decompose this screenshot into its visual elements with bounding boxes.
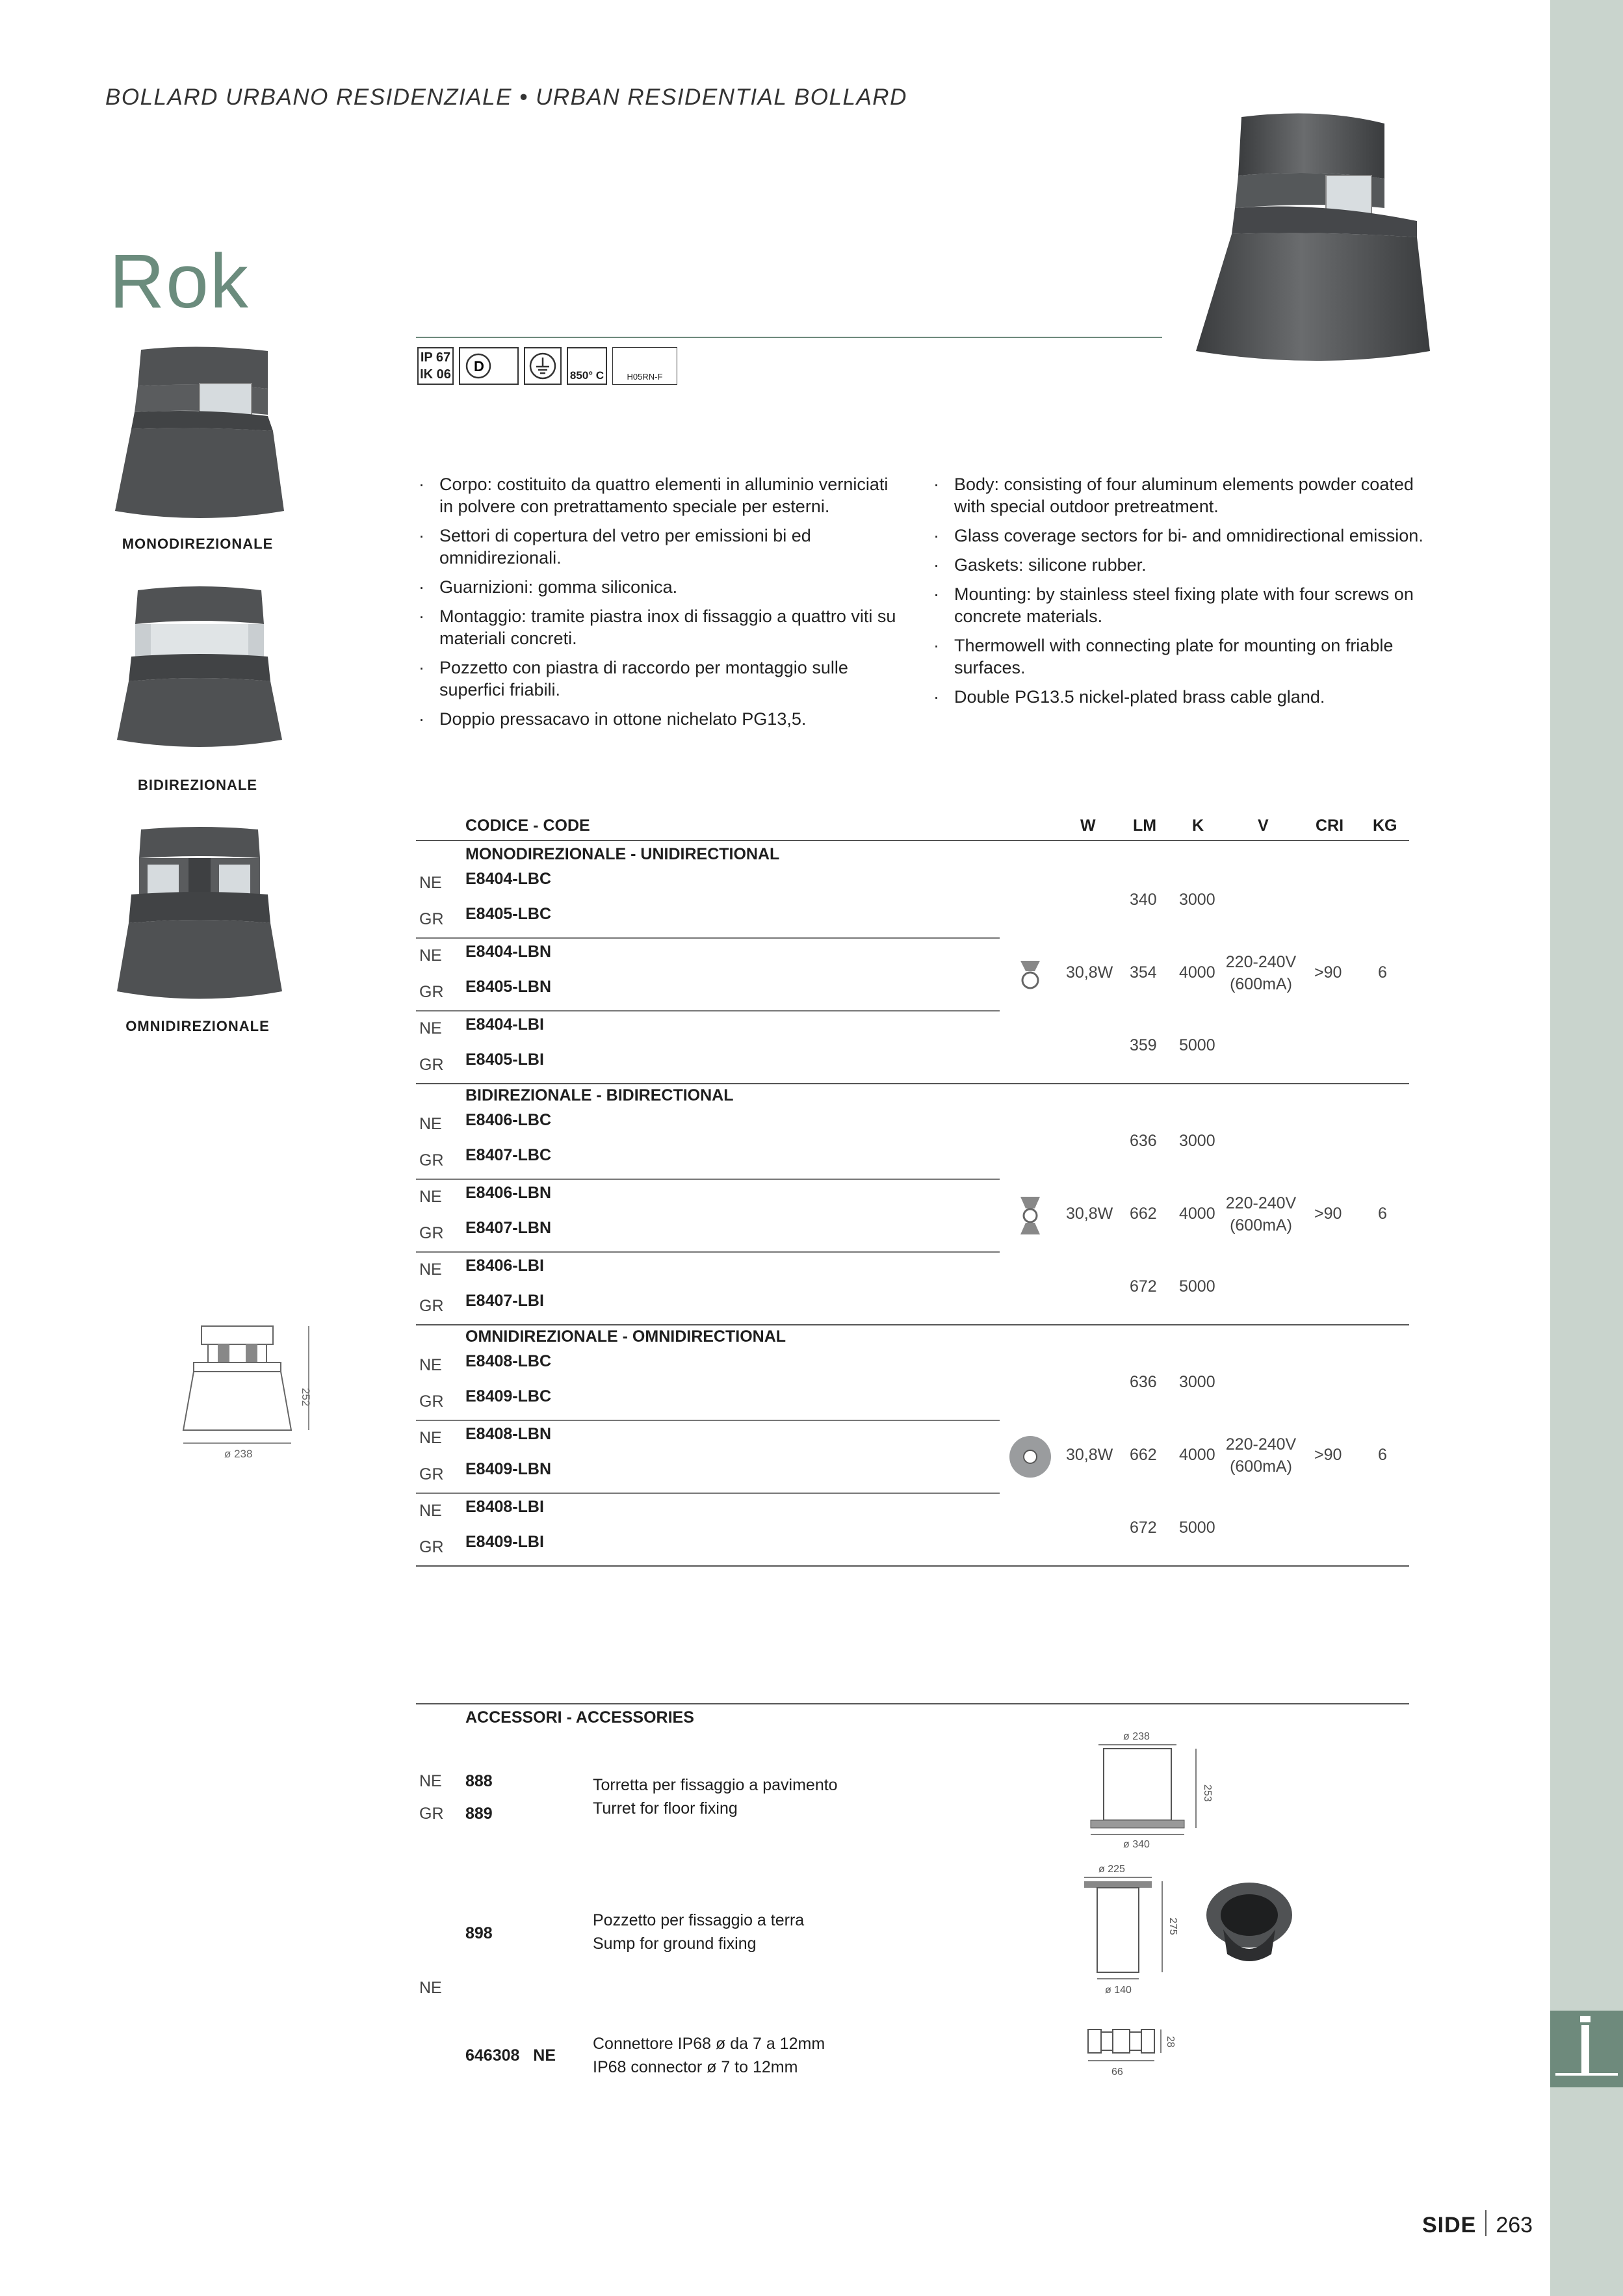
table-lumen: 359 bbox=[1130, 1036, 1157, 1054]
variant-photo-bi bbox=[112, 584, 287, 751]
table-voltage: 220-240V bbox=[1225, 1194, 1297, 1212]
sump-photo bbox=[1204, 1877, 1295, 1968]
table-kelvin: 5000 bbox=[1179, 1277, 1215, 1296]
table-row-divider bbox=[416, 1493, 1000, 1494]
table-weight: 6 bbox=[1378, 1446, 1387, 1464]
table-code: E8408-LBC bbox=[465, 1352, 551, 1370]
table-lumen: 636 bbox=[1130, 1132, 1157, 1150]
table-finish: NE bbox=[419, 1115, 442, 1133]
table-finish: NE bbox=[419, 1019, 442, 1037]
table-code: E8404-LBI bbox=[465, 1015, 544, 1034]
section-title: BOLLARD URBANO RESIDENZIALE • URBAN RESIDENTIAL BOLLARD bbox=[105, 85, 907, 110]
table-lumen: 672 bbox=[1130, 1519, 1157, 1537]
ip-rating-icon: IP 67 IK 06 bbox=[417, 347, 454, 385]
table-finish: GR bbox=[419, 1297, 444, 1315]
table-row-divider bbox=[416, 1420, 1000, 1421]
table-code: E8409-LBI bbox=[465, 1533, 544, 1551]
emission-omni-icon bbox=[1007, 1434, 1053, 1480]
title-divider bbox=[416, 337, 1162, 338]
table-finish: GR bbox=[419, 983, 444, 1001]
table-voltage: 220-240V bbox=[1225, 953, 1297, 971]
table-finish: NE bbox=[419, 1188, 442, 1206]
bullets-italian bbox=[416, 473, 897, 737]
page-footer bbox=[1422, 2210, 1533, 2238]
connector-dim-h: 28 bbox=[1165, 2036, 1176, 2048]
table-code: E8406-LBN bbox=[465, 1184, 551, 1202]
accessories-title: ACCESSORI - ACCESSORIES bbox=[465, 1708, 694, 1727]
acc-finish: NE bbox=[419, 1772, 442, 1790]
table-row-divider bbox=[416, 1179, 1000, 1180]
page-number: 263 bbox=[1496, 2213, 1533, 2237]
table-kelvin: 5000 bbox=[1179, 1036, 1215, 1054]
table-kelvin: 3000 bbox=[1179, 1373, 1215, 1391]
sump-dim-h: 275 bbox=[1167, 1918, 1178, 1935]
table-cri: >90 bbox=[1314, 1446, 1342, 1464]
acc-desc-it: Connettore IP68 ø da 7 a 12mm bbox=[593, 2035, 825, 2053]
turret-dim-top: ø 238 bbox=[1123, 1731, 1150, 1742]
table-finish: GR bbox=[419, 1465, 444, 1483]
acc-code: 898 bbox=[465, 1924, 493, 1942]
table-code: E8404-LBN bbox=[465, 943, 551, 961]
acc-desc-it: Torretta per fissaggio a pavimento bbox=[593, 1776, 838, 1794]
table-current: (600mA) bbox=[1230, 975, 1292, 993]
table-code: E8405-LBN bbox=[465, 978, 551, 996]
drawing-diameter: ø 238 bbox=[224, 1448, 253, 1460]
bullet-it: · Guarnizioni: gomma siliconica. bbox=[416, 576, 897, 598]
table-finish: GR bbox=[419, 1224, 444, 1242]
table-lumen: 354 bbox=[1130, 963, 1157, 982]
variant-label-omni: OMNIDIREZIONALE bbox=[125, 1018, 270, 1034]
bullet-it: · Doppio pressacavo in ottone nichelato PG13,5. bbox=[416, 708, 897, 730]
emission-mono-icon bbox=[1007, 952, 1053, 997]
table-group-rule bbox=[416, 1565, 1409, 1567]
table-finish: GR bbox=[419, 1056, 444, 1074]
table-code: E8409-LBC bbox=[465, 1387, 551, 1405]
footer-brand: SIDE bbox=[1422, 2213, 1477, 2237]
table-weight: 6 bbox=[1378, 1205, 1387, 1223]
table-row-divider bbox=[416, 937, 1000, 939]
table-code: E8408-LBI bbox=[465, 1498, 544, 1516]
bullet-en: · Double PG13.5 nickel-plated brass cable gland. bbox=[931, 686, 1425, 708]
table-lumen: 662 bbox=[1130, 1446, 1157, 1464]
bullet-en: · Gaskets: silicone rubber. bbox=[931, 554, 1425, 576]
table-code: E8405-LBC bbox=[465, 905, 551, 923]
table-header-rule bbox=[416, 840, 1409, 841]
col-header-code: CODICE - CODE bbox=[465, 816, 590, 835]
table-cri: >90 bbox=[1314, 1205, 1342, 1223]
acc-code: 888 bbox=[465, 1772, 493, 1790]
bullet-it: · Montaggio: tramite piastra inox di fissaggio a quattro viti su materiali concreti. bbox=[416, 605, 897, 649]
sump-drawing bbox=[1079, 1860, 1183, 2003]
table-group-title: MONODIREZIONALE - UNIDIRECTIONAL bbox=[465, 845, 780, 863]
table-group-rule bbox=[416, 1324, 1409, 1325]
product-title: Rok bbox=[109, 239, 250, 324]
table-lumen: 662 bbox=[1130, 1205, 1157, 1223]
hero-product-photo bbox=[1189, 104, 1436, 377]
table-weight: 6 bbox=[1378, 963, 1387, 982]
table-row-divider bbox=[416, 1010, 1000, 1011]
emission-bi-icon bbox=[1007, 1193, 1053, 1238]
variant-label-mono: MONODIREZIONALE bbox=[122, 536, 274, 552]
table-current: (600mA) bbox=[1230, 1457, 1292, 1476]
svg-text:D: D bbox=[474, 358, 484, 374]
table-finish: NE bbox=[419, 1356, 442, 1374]
table-code: E8409-LBN bbox=[465, 1460, 551, 1478]
side-band bbox=[1550, 0, 1623, 2296]
turret-dim-bottom: ø 340 bbox=[1123, 1839, 1150, 1850]
class-ground-icon bbox=[524, 347, 562, 385]
table-current: (600mA) bbox=[1230, 1216, 1292, 1234]
acc-desc-en: Sump for ground fixing bbox=[593, 1935, 757, 1953]
accessories-rule bbox=[416, 1703, 1409, 1704]
bullet-en: · Glass coverage sectors for bi- and omnidirectional emission. bbox=[931, 525, 1425, 547]
drawing-height: 252 bbox=[300, 1388, 312, 1407]
acc-finish: GR bbox=[419, 1805, 444, 1823]
table-lumen: 340 bbox=[1130, 891, 1157, 909]
acc-code: 889 bbox=[465, 1805, 493, 1823]
table-code: E8406-LBI bbox=[465, 1257, 544, 1275]
table-watt: 30,8W bbox=[1066, 1446, 1113, 1464]
table-code: E8405-LBI bbox=[465, 1050, 544, 1069]
table-code: E8407-LBC bbox=[465, 1146, 551, 1164]
sump-dim-bottom: ø 140 bbox=[1105, 1985, 1132, 1996]
col-header-lm: LM bbox=[1133, 816, 1157, 835]
bullet-it: · Corpo: costituito da quattro elementi in alluminio verniciati in polvere con pretrattamento speciale per esterni. bbox=[416, 473, 897, 517]
table-kelvin: 3000 bbox=[1179, 891, 1215, 909]
acc-desc-it: Pozzetto per fissaggio a terra bbox=[593, 1911, 805, 1929]
table-finish: NE bbox=[419, 946, 442, 965]
bullet-it: · Settori di copertura del vetro per emissioni bi ed omnidirezionali. bbox=[416, 525, 897, 569]
table-kelvin: 3000 bbox=[1179, 1132, 1215, 1150]
bullet-en: · Mounting: by stainless steel fixing plate with four screws on concrete materials. bbox=[931, 583, 1425, 627]
col-header-k: K bbox=[1192, 816, 1204, 835]
table-finish: NE bbox=[419, 1260, 442, 1279]
acc-desc-en: IP68 connector ø 7 to 12mm bbox=[593, 2058, 798, 2076]
table-finish: NE bbox=[419, 1429, 442, 1447]
table-voltage: 220-240V bbox=[1225, 1435, 1297, 1454]
table-group-title: OMNIDIREZIONALE - OMNIDIRECTIONAL bbox=[465, 1327, 786, 1346]
table-code: E8407-LBI bbox=[465, 1292, 544, 1310]
table-watt: 30,8W bbox=[1066, 1205, 1113, 1223]
table-finish: GR bbox=[419, 1392, 444, 1411]
table-kelvin: 4000 bbox=[1179, 1205, 1215, 1223]
technical-drawing bbox=[169, 1320, 325, 1469]
connector-dim-w: 66 bbox=[1111, 2067, 1123, 2078]
logo-icon bbox=[1555, 2016, 1618, 2076]
acc-finish: NE bbox=[419, 1979, 442, 1997]
turret-drawing bbox=[1079, 1729, 1215, 1853]
connector-drawing bbox=[1084, 2023, 1188, 2081]
certification-icons bbox=[417, 347, 677, 385]
table-group-rule bbox=[416, 1083, 1409, 1084]
bullet-it: · Pozzetto con piastra di raccordo per montaggio sulle superfici friabili. bbox=[416, 657, 897, 701]
acc-desc-en: Turret for floor fixing bbox=[593, 1799, 738, 1818]
table-kelvin: 4000 bbox=[1179, 1446, 1215, 1464]
variant-photo-mono bbox=[112, 343, 287, 525]
sump-dim-top: ø 225 bbox=[1098, 1864, 1125, 1875]
table-finish: GR bbox=[419, 910, 444, 928]
col-header-w: W bbox=[1080, 816, 1096, 835]
variant-label-bi: BIDIREZIONALE bbox=[137, 777, 258, 793]
side-logo-badge bbox=[1550, 2011, 1623, 2087]
acc-code: 646308 NE bbox=[465, 2046, 556, 2065]
table-code: E8406-LBC bbox=[465, 1111, 551, 1129]
table-finish: GR bbox=[419, 1151, 444, 1169]
dimmable-icon bbox=[459, 347, 519, 385]
table-finish: NE bbox=[419, 874, 442, 892]
table-watt: 30,8W bbox=[1066, 963, 1113, 982]
turret-dim-h: 253 bbox=[1202, 1784, 1213, 1802]
table-code: E8404-LBC bbox=[465, 870, 551, 888]
table-kelvin: 5000 bbox=[1179, 1519, 1215, 1537]
glow-wire-temp-icon: 850° C bbox=[567, 347, 607, 385]
variant-photo-omni bbox=[112, 826, 287, 1001]
col-header-cri: CRI bbox=[1316, 816, 1344, 835]
table-code: E8407-LBN bbox=[465, 1219, 551, 1237]
table-lumen: 636 bbox=[1130, 1373, 1157, 1391]
table-cri: >90 bbox=[1314, 963, 1342, 982]
bullets-english bbox=[931, 473, 1425, 715]
table-lumen: 672 bbox=[1130, 1277, 1157, 1296]
table-row-divider bbox=[416, 1251, 1000, 1253]
bullet-en: · Thermowell with connecting plate for mounting on friable surfaces. bbox=[931, 634, 1425, 679]
col-header-v: V bbox=[1258, 816, 1269, 835]
table-finish: GR bbox=[419, 1538, 444, 1556]
bullet-en: · Body: consisting of four aluminum elements powder coated with special outdoor pretreatment. bbox=[931, 473, 1425, 517]
table-code: E8408-LBN bbox=[465, 1425, 551, 1443]
table-group-title: BIDIREZIONALE - BIDIRECTIONAL bbox=[465, 1086, 734, 1104]
table-kelvin: 4000 bbox=[1179, 963, 1215, 982]
table-finish: NE bbox=[419, 1502, 442, 1520]
cable-type-icon: H05RN-F bbox=[612, 347, 677, 385]
col-header-kg: KG bbox=[1373, 816, 1397, 835]
